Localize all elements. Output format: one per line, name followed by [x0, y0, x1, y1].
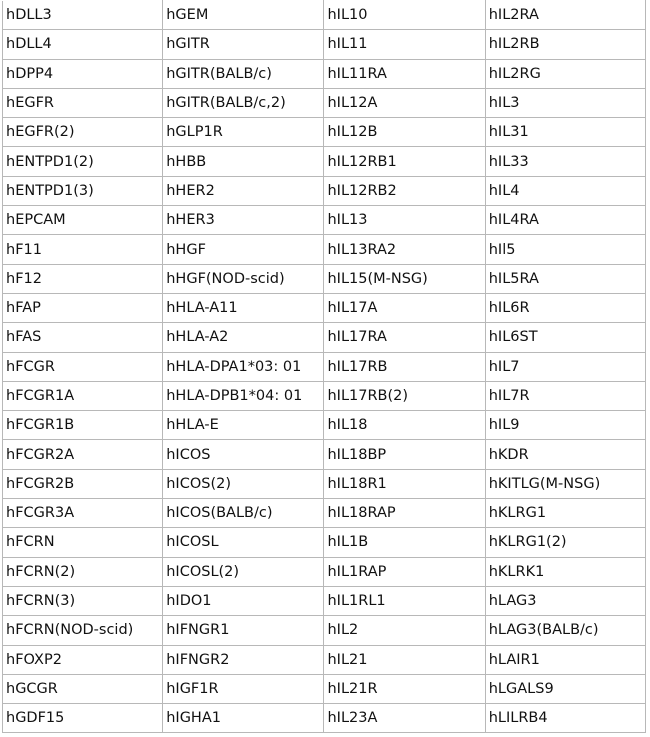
table-cell: hIL2RG: [485, 59, 645, 88]
table-cell: hIL2: [324, 616, 485, 645]
table-cell: hIL5RA: [485, 264, 645, 293]
table-cell: hF12: [3, 264, 163, 293]
table-cell: hHER2: [163, 176, 324, 205]
table-cell: hFCGR3A: [3, 499, 163, 528]
table-cell: hEGFR(2): [3, 118, 163, 147]
table-cell: hFCGR1B: [3, 411, 163, 440]
table-cell: hIL1B: [324, 528, 485, 557]
table-cell: hIL1RAP: [324, 557, 485, 586]
table-cell: hGCGR: [3, 674, 163, 703]
table-row: [3, 352, 646, 381]
table-cell: hIL17RB(2): [324, 381, 485, 410]
table-cell: hIL33: [485, 147, 645, 176]
table-cell: hIL3: [485, 88, 645, 117]
table-row: [3, 674, 646, 703]
table-cell: hIL31: [485, 118, 645, 147]
table-cell: hIL12B: [324, 118, 485, 147]
table-row: [3, 147, 646, 176]
table-cell: hICOSL: [163, 528, 324, 557]
table-cell: hIL1RL1: [324, 586, 485, 615]
table-cell: hIDO1: [163, 586, 324, 615]
table-cell: hHER3: [163, 206, 324, 235]
table-cell: hFCRN(2): [3, 557, 163, 586]
table-row: [3, 499, 646, 528]
table-row: [3, 411, 646, 440]
table-row: [3, 557, 646, 586]
table-cell: hENTPD1(2): [3, 147, 163, 176]
table-cell: hIL9: [485, 411, 645, 440]
table-cell: hKLRG1(2): [485, 528, 645, 557]
table-cell: hIL18R1: [324, 469, 485, 498]
table-cell: hLILRB4: [485, 704, 645, 733]
table-cell: hLAG3: [485, 586, 645, 615]
table-row: [3, 469, 646, 498]
table-cell: hIFNGR1: [163, 616, 324, 645]
table-cell: hIL18RAP: [324, 499, 485, 528]
table-row: [3, 30, 646, 59]
table-row: [3, 1, 646, 30]
table-row: [3, 264, 646, 293]
table-cell: hHBB: [163, 147, 324, 176]
table-cell: hENTPD1(3): [3, 176, 163, 205]
table-cell: hIL11: [324, 30, 485, 59]
table-cell: hIL10: [324, 1, 485, 30]
table-cell: hHGF: [163, 235, 324, 264]
table-cell: hKLRG1: [485, 499, 645, 528]
table-cell: hIFNGR2: [163, 645, 324, 674]
table-cell: hHLA-DPA1*03: 01: [163, 352, 324, 381]
table-cell: hIL6ST: [485, 323, 645, 352]
gene-table: [2, 0, 646, 733]
table-cell: hIL12A: [324, 88, 485, 117]
table-row: [3, 704, 646, 733]
table-cell: hIL21: [324, 645, 485, 674]
table-row: [3, 88, 646, 117]
table-cell: hICOSL(2): [163, 557, 324, 586]
table-cell: hIL12RB2: [324, 176, 485, 205]
table-cell: hFOXP2: [3, 645, 163, 674]
table-cell: hIL11RA: [324, 59, 485, 88]
table-cell: hKLRK1: [485, 557, 645, 586]
table-cell: hHLA-E: [163, 411, 324, 440]
table-cell: hKITLG(M-NSG): [485, 469, 645, 498]
table-cell: hDPP4: [3, 59, 163, 88]
table-cell: hIGF1R: [163, 674, 324, 703]
table-cell: hIL18: [324, 411, 485, 440]
table-cell: hIL17A: [324, 293, 485, 322]
table-cell: hFCGR1A: [3, 381, 163, 410]
table-cell: hFAP: [3, 293, 163, 322]
table-cell: hDLL4: [3, 30, 163, 59]
table-row: [3, 206, 646, 235]
table-cell: hIL18BP: [324, 440, 485, 469]
table-cell: hGDF15: [3, 704, 163, 733]
table-row: [3, 528, 646, 557]
table-row: [3, 293, 646, 322]
table-cell: hFCRN: [3, 528, 163, 557]
table-cell: hDLL3: [3, 1, 163, 30]
table-row: [3, 440, 646, 469]
table-row: [3, 176, 646, 205]
table-cell: hEPCAM: [3, 206, 163, 235]
table-cell: hICOS(2): [163, 469, 324, 498]
gene-table-body: [3, 1, 646, 733]
table-cell: hGLP1R: [163, 118, 324, 147]
table-cell: hIL17RB: [324, 352, 485, 381]
table-cell: hIL4: [485, 176, 645, 205]
table-cell: hFAS: [3, 323, 163, 352]
table-cell: hHLA-A11: [163, 293, 324, 322]
table-cell: hIl5: [485, 235, 645, 264]
table-cell: hIL15(M-NSG): [324, 264, 485, 293]
table-cell: hLAIR1: [485, 645, 645, 674]
table-cell: hIL12RB1: [324, 147, 485, 176]
table-cell: hIL6R: [485, 293, 645, 322]
table-row: [3, 118, 646, 147]
table-cell: hHGF(NOD-scid): [163, 264, 324, 293]
table-cell: hIL7: [485, 352, 645, 381]
table-cell: hFCGR2A: [3, 440, 163, 469]
table-cell: hFCGR: [3, 352, 163, 381]
table-row: [3, 381, 646, 410]
table-cell: hICOS: [163, 440, 324, 469]
table-cell: hHLA-DPB1*04: 01: [163, 381, 324, 410]
table-row: [3, 323, 646, 352]
table-row: [3, 616, 646, 645]
table-cell: hIL23A: [324, 704, 485, 733]
table-cell: hEGFR: [3, 88, 163, 117]
table-cell: hKDR: [485, 440, 645, 469]
table-cell: hIL13RA2: [324, 235, 485, 264]
table-cell: hIL2RA: [485, 1, 645, 30]
table-cell: hFCGR2B: [3, 469, 163, 498]
table-cell: hIGHA1: [163, 704, 324, 733]
table-cell: hIL21R: [324, 674, 485, 703]
table-cell: hGITR(BALB/c): [163, 59, 324, 88]
table-cell: hGEM: [163, 1, 324, 30]
table-row: [3, 586, 646, 615]
table-cell: hLGALS9: [485, 674, 645, 703]
table-cell: hIL13: [324, 206, 485, 235]
table-cell: hIL17RA: [324, 323, 485, 352]
table-cell: hIL4RA: [485, 206, 645, 235]
table-cell: hLAG3(BALB/c): [485, 616, 645, 645]
table-cell: hIL7R: [485, 381, 645, 410]
table-cell: hGITR(BALB/c,2): [163, 88, 324, 117]
table-cell: hICOS(BALB/c): [163, 499, 324, 528]
table-row: [3, 645, 646, 674]
table-cell: hFCRN(NOD-scid): [3, 616, 163, 645]
table-row: [3, 235, 646, 264]
table-cell: hIL2RB: [485, 30, 645, 59]
table-cell: hHLA-A2: [163, 323, 324, 352]
table-cell: hFCRN(3): [3, 586, 163, 615]
table-cell: hGITR: [163, 30, 324, 59]
table-cell: hF11: [3, 235, 163, 264]
table-row: [3, 59, 646, 88]
